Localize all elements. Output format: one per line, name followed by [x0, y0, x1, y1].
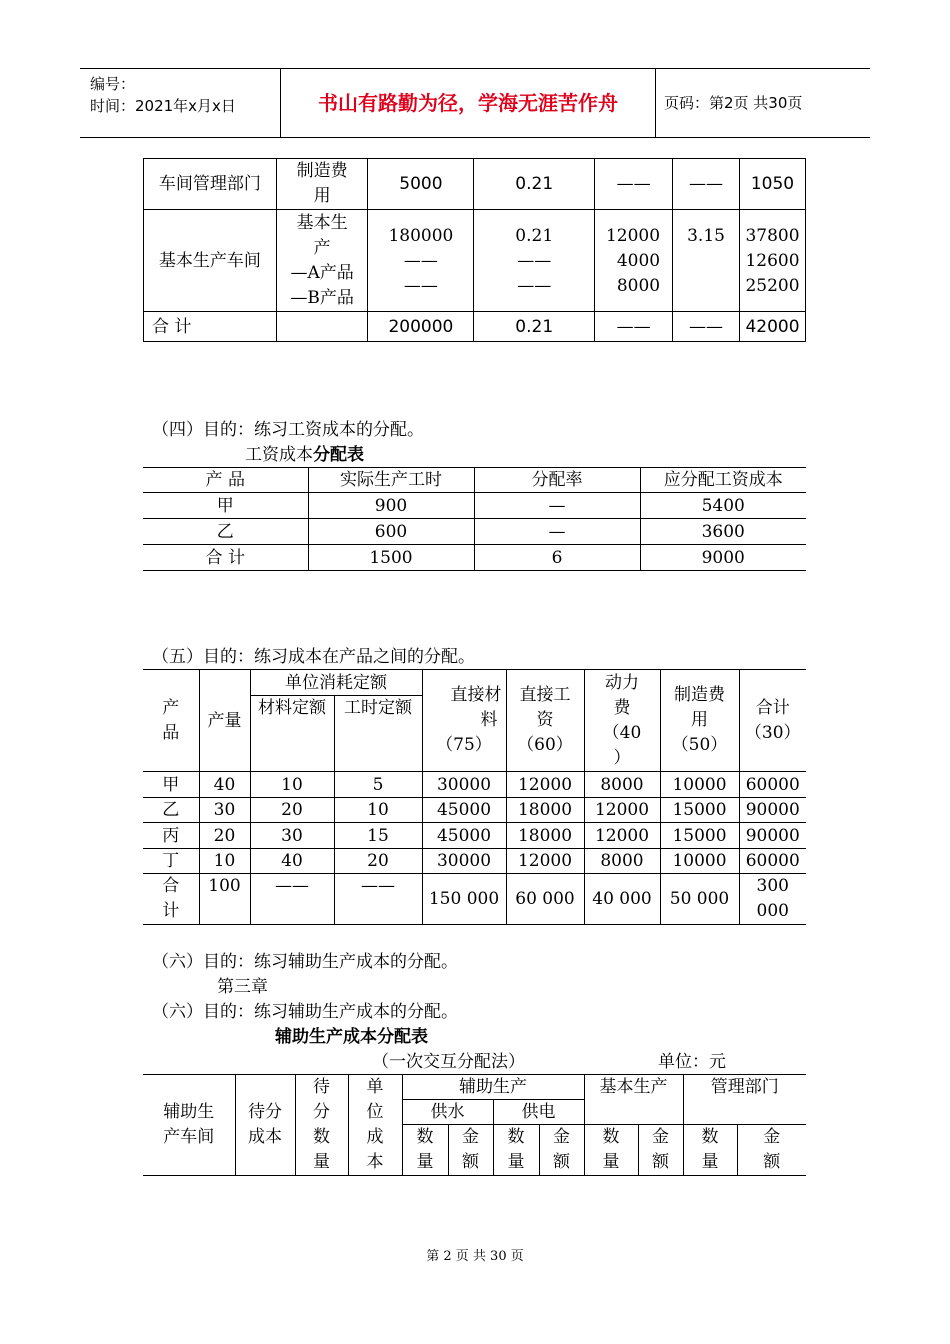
qty-header: 数 量	[584, 1125, 638, 1176]
dept-cell: 合 计	[144, 312, 277, 342]
amount-header: 金 额	[638, 1125, 683, 1176]
hours-cell: 1500	[308, 545, 474, 571]
page-header	[80, 68, 870, 138]
wage-cell: 9000	[640, 545, 806, 571]
output-header: 产量	[199, 670, 250, 772]
qty-to-allocate-header: 待 分 数 量	[295, 1075, 348, 1176]
amount-cell: 5000	[368, 159, 474, 210]
hours-cell: 900	[308, 493, 474, 519]
table-row	[143, 519, 806, 545]
table-total-row: 合 计 100 —— —— 150 000 60 000 40 000 50 000 300 000	[143, 874, 806, 925]
amount-header: 金 额	[448, 1125, 493, 1176]
dept-cell: 车间管理部门	[144, 159, 277, 210]
qty-cell: ——	[595, 159, 673, 210]
power-header: 动力 费 （40 ）	[584, 670, 660, 772]
item-cell	[276, 312, 368, 342]
table-row: 丁 10 40 20 30000 12000 8000 10000 60000	[143, 849, 806, 874]
header-page-info: 页码：第2页 共30页	[664, 94, 803, 112]
quota-group-header: 单位消耗定额	[250, 670, 422, 696]
amount-header: 金 额	[737, 1125, 806, 1176]
product-cell: 乙	[143, 519, 308, 545]
table-row	[144, 159, 806, 210]
unit-cell: ——	[673, 312, 740, 342]
overhead-allocation-table	[143, 158, 806, 342]
section4-table-title: 工资成本分配表	[245, 445, 364, 465]
section5-heading: （五）目的：练习成本在产品之间的分配。	[152, 647, 475, 667]
qty-header: 数 量	[683, 1125, 737, 1176]
section4-heading: （四）目的：练习工资成本的分配。	[152, 420, 424, 440]
header-meta	[80, 69, 280, 137]
section6-table-title: 辅助生产成本分配表	[275, 1027, 428, 1047]
chapter-title: 第三章	[217, 977, 268, 997]
code-label: 编号：	[90, 75, 136, 93]
cost-cell: 1050	[739, 159, 805, 210]
table-header-row	[143, 468, 806, 493]
rate-cell: 6	[474, 545, 640, 571]
hour-quota-header: 工时定额	[334, 696, 422, 772]
amount-header: 金 额	[539, 1125, 584, 1176]
unit-cost-header: 单 位 成 本	[348, 1075, 402, 1176]
item-cell: 制造费 用	[276, 159, 368, 210]
rate-cell: 0.21	[474, 159, 595, 210]
product-cell: 合 计	[143, 545, 308, 571]
table-header-row	[143, 670, 806, 696]
hours-cell: 600	[308, 519, 474, 545]
product-cell: 甲	[143, 493, 308, 519]
method-label: （一次交互分配法）	[372, 1052, 525, 1072]
column-header: 实际生产工时	[308, 468, 474, 493]
qty-header: 数 量	[493, 1125, 539, 1176]
qty-cell: 12000 4000 8000	[595, 210, 673, 312]
water-header: 供水	[402, 1100, 493, 1125]
table-header-row	[143, 1075, 806, 1100]
table-row	[144, 312, 806, 342]
cost-header: 待分 成本	[235, 1075, 295, 1176]
section6-heading-2: （六）目的：练习辅助生产成本的分配。	[152, 1002, 458, 1022]
column-header: 产 品	[143, 468, 308, 493]
unit-cell: ——	[673, 159, 740, 210]
wage-cell: 5400	[640, 493, 806, 519]
table-row: 乙 30 20 10 45000 18000 12000 15000 90000	[143, 798, 806, 823]
table-row	[143, 493, 806, 519]
time-label: 时间：2021年x月x日	[90, 97, 236, 115]
total-header: 合计 （30）	[739, 670, 806, 772]
page-footer: 第 2 页 共 30 页	[426, 1249, 524, 1264]
amount-cell: 200000	[368, 312, 474, 342]
dept-cell: 基本生产车间	[144, 210, 277, 312]
table-row: 丙 20 30 15 45000 18000 12000 15000 90000	[143, 823, 806, 849]
direct-labor-header: 直接工 资 （60）	[506, 670, 584, 772]
amount-cell: 180000 —— ——	[368, 210, 474, 312]
cost-cell: 37800 12600 25200	[739, 210, 805, 312]
basic-production-header: 基本生产	[584, 1075, 683, 1125]
unit-cell: 3.15	[673, 210, 740, 312]
column-header: 应分配工资成本	[640, 468, 806, 493]
rate-cell: 0.21	[474, 312, 595, 342]
item-cell: 基本生 产 —A产品 —B产品	[276, 210, 368, 312]
rate-cell: —	[474, 519, 640, 545]
section6-heading-1: （六）目的：练习辅助生产成本的分配。	[152, 952, 458, 972]
material-quota-header: 材料定额	[250, 696, 334, 772]
column-header: 分配率	[474, 468, 640, 493]
direct-material-header: 直接材 料 （75）	[422, 670, 506, 772]
cost-cell: 42000	[739, 312, 805, 342]
aux-cost-allocation-table	[143, 1074, 806, 1176]
rate-cell: —	[474, 493, 640, 519]
power-header: 供电	[493, 1100, 584, 1125]
wage-cell: 3600	[640, 519, 806, 545]
overhead-header: 制造费 用 （50）	[660, 670, 739, 772]
aux-production-header: 辅助生产	[402, 1075, 584, 1100]
product-header: 产 品	[143, 670, 199, 772]
management-header: 管理部门	[683, 1075, 806, 1125]
qty-cell: ——	[595, 312, 673, 342]
unit-label: 单位：元	[658, 1052, 726, 1072]
aux-dept-header: 辅助生 产车间	[143, 1075, 235, 1176]
header-motto: 书山有路勤为径，学海无涯苦作舟	[280, 69, 656, 137]
wage-allocation-table	[143, 467, 806, 571]
qty-header: 数 量	[402, 1125, 448, 1176]
rate-cell: 0.21 —— ——	[474, 210, 595, 312]
table-row	[144, 210, 806, 312]
product-cost-table	[143, 669, 806, 925]
table-row	[143, 545, 806, 571]
table-row: 甲 40 10 5 30000 12000 8000 10000 60000	[143, 772, 806, 798]
